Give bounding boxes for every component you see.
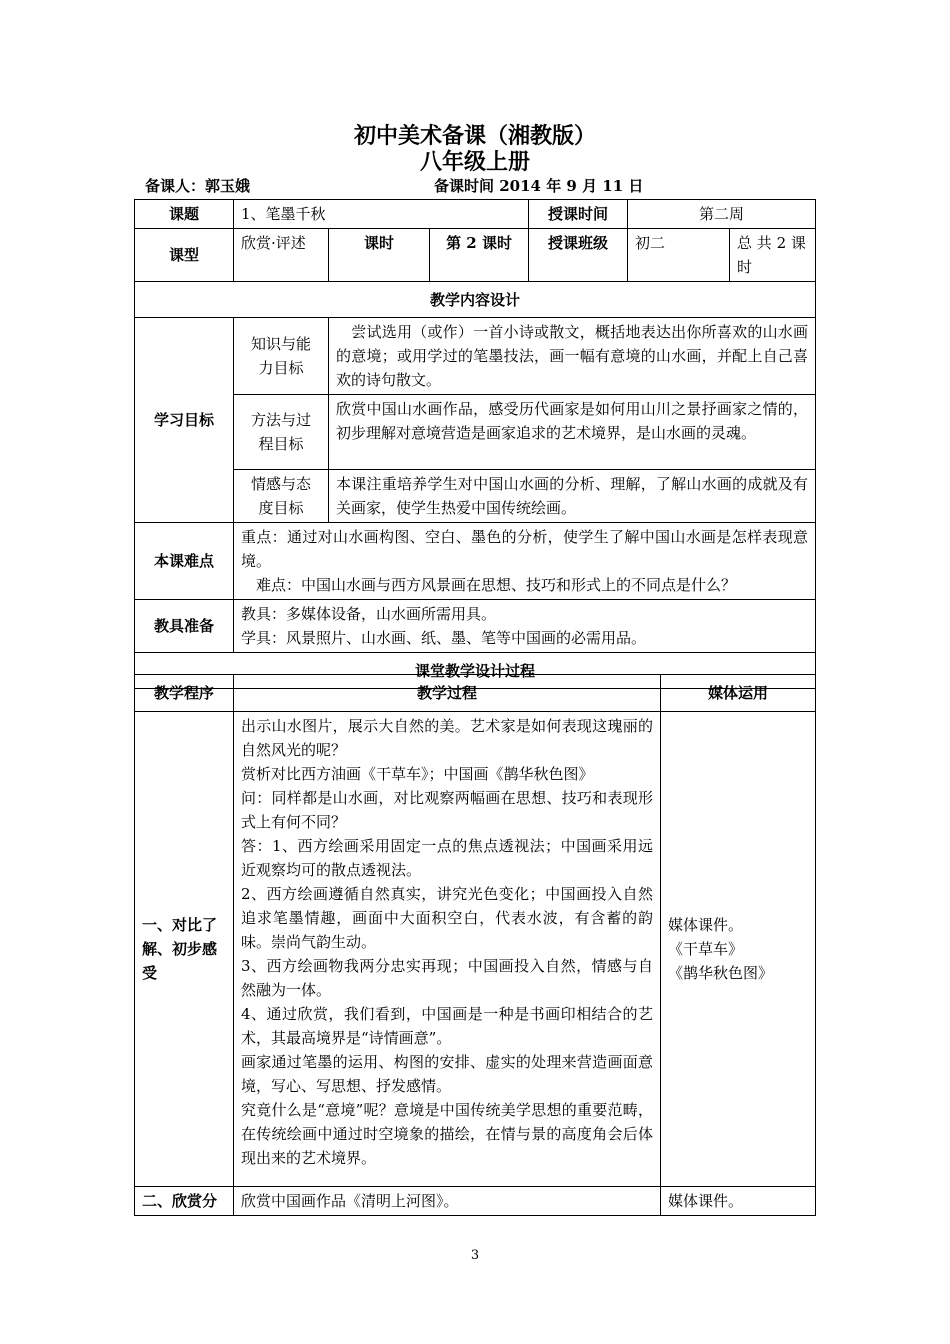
goal-knowledge-label-2: 力目标 <box>258 359 304 377</box>
time-label: 授课时间 <box>529 200 628 229</box>
tools-student: 学具：风景照片、山水画、纸、墨、笔等中国画的必需用品。 <box>241 629 647 647</box>
step1-label: 一、对比了解、初步感受 <box>135 712 234 1187</box>
goal-method-label <box>234 395 329 470</box>
topic-label: 课题 <box>135 200 234 229</box>
topic-value: 1、笔墨千秋 <box>234 200 529 229</box>
prep-time: 备课时间 2014 年 9 月 11 日 <box>434 177 644 195</box>
total-periods-line1: 总 共 2 课 <box>737 234 806 252</box>
step1-content <box>234 712 661 1187</box>
document-subtitle: 八年级上册 <box>419 149 530 175</box>
total-periods-line2: 时 <box>737 258 753 276</box>
col-program: 教学程序 <box>135 675 234 712</box>
difficulty-content <box>234 523 816 600</box>
step2-content: 欣赏中国画作品《清明上河图》。 <box>234 1187 661 1216</box>
difficulty-label: 本课难点 <box>135 523 234 600</box>
goal-method-label-1: 方法与过 <box>250 411 311 429</box>
step1-line: 出示山水图片，展示大自然的美。艺术家是如何表现这瑰丽的自然风光的呢？ <box>241 717 653 759</box>
step1-line: 3、西方绘画物我两分忠实再现；中国画投入自然，情感与自然融为一体。 <box>241 957 653 999</box>
preparer: 备课人：郭玉娥 <box>145 177 251 195</box>
tools-content <box>234 600 816 653</box>
goal-knowledge-text: 尝试选用（或作）一首小诗或散文，概括地表达出你所喜欢的山水画的意境；或用学过的笔墨技法，画一幅有意境的山水画，并配上自己喜欢的诗句散文。 <box>329 318 816 395</box>
goals-label: 学习目标 <box>135 318 234 523</box>
difficulty-hard-point: 难点：中国山水画与西方风景画在思想、技巧和形式上的不同点是什么？ <box>241 576 737 594</box>
goal-knowledge-label <box>234 318 329 395</box>
goal-emotion-text: 本课注重培养学生对中国山水画的分析、理解，了解山水画的成就及有关画家，使学生热爱中国传统绘画。 <box>329 470 816 523</box>
goal-method-label-2: 程目标 <box>258 435 304 453</box>
step1-line: 究竟什么是“意境”呢？意境是中国传统美学思想的重要范畴，在传统绘画中通过时空境象的描绘，在情与景的高度角会后体现出来的艺术境界。 <box>241 1101 653 1167</box>
step2-label: 二、欣赏分 <box>135 1187 234 1216</box>
goal-emotion-label-1: 情感与态 <box>250 475 311 493</box>
tools-teacher: 教具：多媒体设备，山水画所需用具。 <box>241 605 497 623</box>
step2-media: 媒体课件。 <box>661 1187 816 1216</box>
goal-method-text: 欣赏中国山水画作品，感受历代画家是如何用山川之景抒画家之情的，初步理解对意境营造是画家追求的艺术境界，是山水画的灵魂。 <box>329 395 816 470</box>
step1-line: 赏析对比西方油画《干草车》；中国画《鹊华秋色图》 <box>241 765 594 783</box>
process-heading: 课堂教学设计过程 <box>135 653 816 689</box>
content-design-heading: 教学内容设计 <box>135 282 816 318</box>
class-value: 初二 <box>628 229 730 282</box>
goal-emotion-label <box>234 470 329 523</box>
step1-line: 2、西方绘画遵循自然真实，讲究光色变化；中国画投入自然追求笔墨情趣，画面中大面积空白，代表水波，有含蓄的韵味。崇尚气韵生动。 <box>241 885 653 951</box>
step1-media-item: 媒体课件。 <box>668 916 744 934</box>
step1-line: 4、通过欣赏，我们看到，中国画是一种是书画印相结合的艺术，其最高境界是“诗情画意”。 <box>241 1005 653 1047</box>
step1-line: 答：1、西方绘画采用固定一点的焦点透视法；中国画采用远近观察均可的散点透视法。 <box>241 837 653 879</box>
step1-media-item: 《干草车》 <box>668 940 744 958</box>
time-value: 第二周 <box>628 200 816 229</box>
col-media: 媒体运用 <box>661 675 816 712</box>
difficulty-key-point: 重点：通过对山水画构图、空白、墨色的分析，使学生了解中国山水画是怎样表现意境。 <box>241 528 809 570</box>
step1-line: 问：同样都是山水画，对比观察两幅画在思想、技巧和表现形式上有何不同？ <box>241 789 653 831</box>
process-table <box>134 674 816 1216</box>
document-title: 初中美术备课（湘教版） <box>353 123 596 149</box>
total-periods <box>730 229 816 282</box>
type-label: 课型 <box>135 229 234 282</box>
step1-media-item: 《鹊华秋色图》 <box>668 964 774 982</box>
step1-media <box>661 712 816 1187</box>
goal-knowledge-label-1: 知识与能 <box>250 335 311 353</box>
period-value: 第 2 课时 <box>430 229 529 282</box>
type-value: 欣赏·评述 <box>234 229 329 282</box>
lesson-table <box>134 199 816 689</box>
period-label: 课时 <box>329 229 430 282</box>
step1-line: 画家通过笔墨的运用、构图的安排、虚实的处理来营造画面意境，写心、写思想、抒发感情。 <box>241 1053 653 1095</box>
col-process: 教学过程 <box>234 675 661 712</box>
class-label: 授课班级 <box>529 229 628 282</box>
page-number: 3 <box>470 1248 480 1263</box>
goal-emotion-label-2: 度目标 <box>258 499 304 517</box>
tools-label: 教具准备 <box>135 600 234 653</box>
